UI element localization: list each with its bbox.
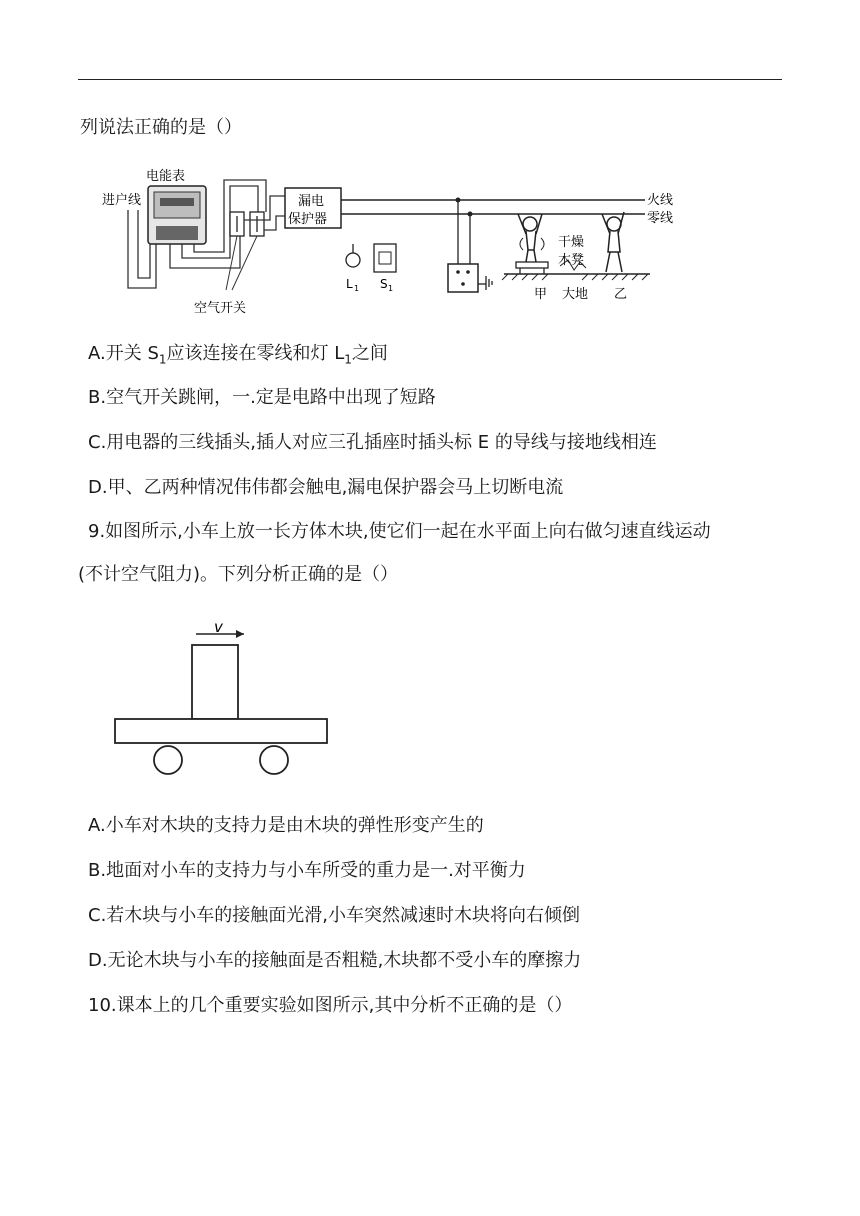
ground-label: 大地 xyxy=(562,287,589,302)
cart-body xyxy=(115,719,327,743)
three-pin-socket xyxy=(448,264,478,292)
meter-terminal xyxy=(156,226,198,240)
velocity-label: v xyxy=(214,618,223,636)
person-a-label: 甲 xyxy=(534,287,548,302)
person-a-figure xyxy=(518,214,544,262)
svg-text:1: 1 xyxy=(354,284,360,293)
q9-stem-line1: 9.如图所示,小车上放一长方体木块,使它们一起在水平面上向右做匀速直线运动 xyxy=(88,521,711,542)
protector-label-1: 漏电 xyxy=(298,194,325,209)
protector-label-2: 保护器 xyxy=(288,212,328,227)
cart-wheel-right xyxy=(260,746,288,774)
svg-text:1: 1 xyxy=(388,284,394,293)
lamp-l1 xyxy=(346,253,360,267)
person-b-figure xyxy=(602,212,624,272)
lamp-label: L xyxy=(346,277,353,291)
entry-line-label: 进户线 xyxy=(102,193,142,208)
circuit-figure xyxy=(90,160,690,320)
person-b-label: 乙 xyxy=(614,287,628,302)
switch-s1-label: S xyxy=(380,277,388,291)
air-switch-label: 空气开关 xyxy=(194,301,247,316)
q8-option-c: C.用电器的三线插头,插人对应三孔插座时插头标 E 的导线与接地线相连 xyxy=(88,432,657,453)
stool-label-2: 木凳 xyxy=(558,253,585,268)
wooden-stool xyxy=(516,262,548,268)
q9-stem-line2: (不计空气阻力)。下列分析正确的是（） xyxy=(78,564,399,585)
meter-counter xyxy=(160,198,194,206)
live-label: 火线 xyxy=(647,193,674,208)
cart-block-figure xyxy=(110,612,340,782)
neutral-label: 零线 xyxy=(647,211,674,226)
q9-option-c: C.若木块与小车的接触面光滑,小车突然减速时木块将向右倾倒 xyxy=(88,905,581,926)
q8-option-d: D.甲、乙两种情况伟伟都会触电,漏电保护器会马上切断电流 xyxy=(88,477,564,498)
q9-option-b: B.地面对小车的支持力与小车所受的重力是一.对平衡力 xyxy=(88,860,526,881)
wooden-block xyxy=(192,645,238,719)
q8-option-b: B.空气开关跳闸，一.定是电路中出现了短路 xyxy=(88,387,436,408)
q9-option-a: A.小车对木块的支持力是由木块的弹性形变产生的 xyxy=(88,815,484,836)
q9-option-d: D.无论木块与小车的接触面是否粗糙,木块都不受小车的摩擦力 xyxy=(88,950,582,971)
header-rule xyxy=(78,79,782,80)
q8-option-a: A.开关 $S_1$应该连接在零线和灯 $L_1$之间 xyxy=(88,343,388,367)
q10-stem: 10.课本上的几个重要实验如图所示,其中分析不正确的是（） xyxy=(88,995,573,1016)
stool-label-1: 干燥 xyxy=(558,235,585,250)
cart-wheel-left xyxy=(154,746,182,774)
question-intro: 列说法正确的是（） xyxy=(80,117,242,138)
meter-label: 电能表 xyxy=(146,169,186,184)
